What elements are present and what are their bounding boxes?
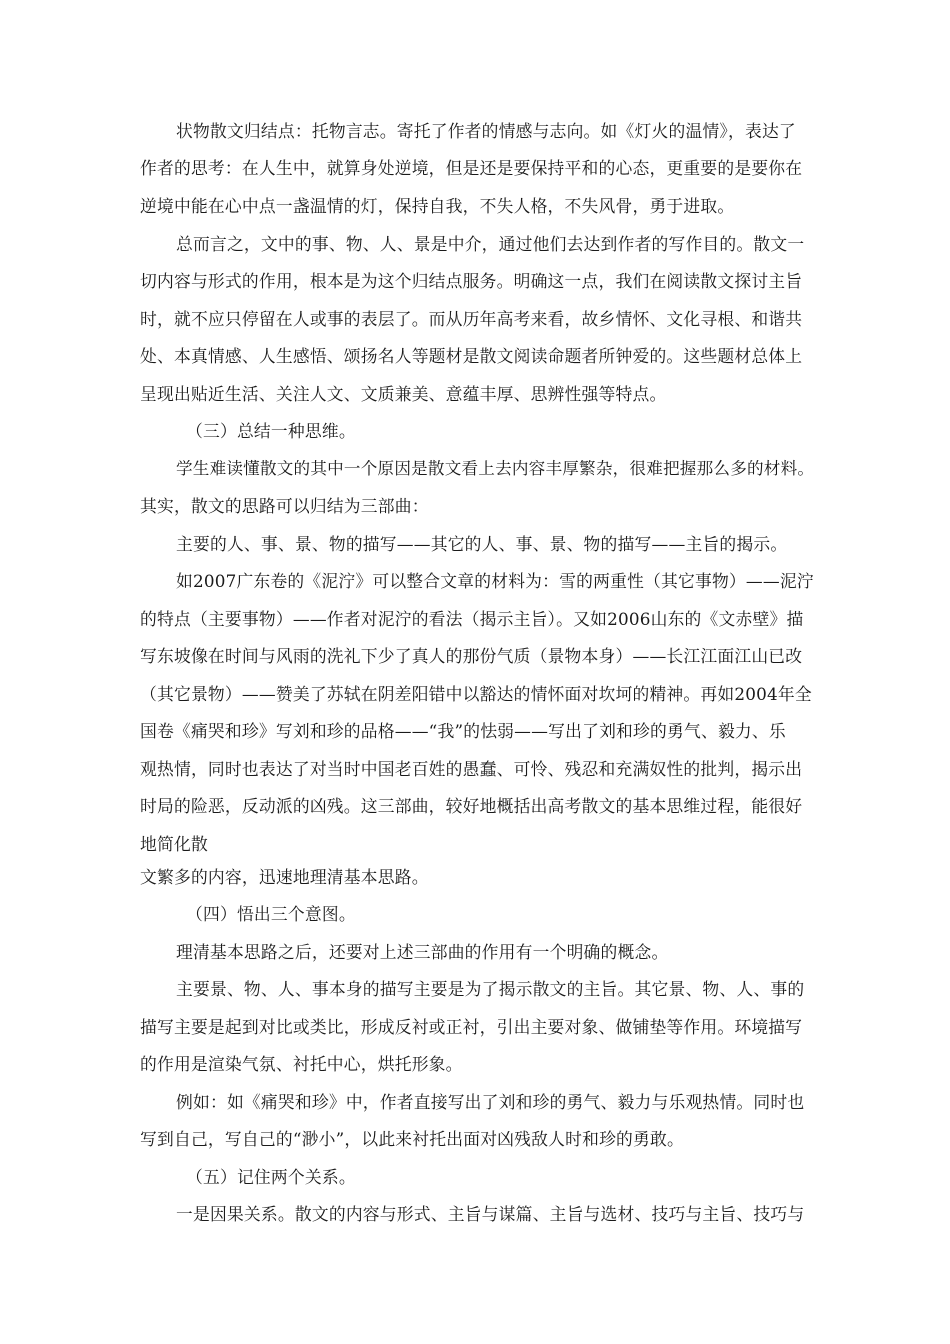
text-line: 呈现出贴近生活、关注人文、文质兼美、意蕴丰厚、思辨性强等特点。	[140, 384, 667, 404]
text-line: 的特点（主要事物）——作者对泥泞的看法（揭示主旨）。又如2006山东的《文赤壁》描	[140, 609, 804, 629]
text-line: 描写主要是起到对比或类比，形成反衬或正衬，引出主要对象、做铺垫等作用。环境描写	[140, 1017, 803, 1037]
section-heading: （四）悟出三个意图。	[186, 904, 356, 924]
text-line: 时，就不应只停留在人或事的表层了。而从历年高考来看，故乡情怀、文化寻根、和谐共	[140, 309, 803, 329]
text-line: 地简化散	[140, 834, 208, 854]
section-heading: （五）记住两个关系。	[186, 1167, 356, 1187]
text-line: 主要的人、事、景、物的描写——其它的人、事、景、物的描写——主旨的揭示。	[176, 534, 788, 554]
text-line: 时局的险恶，反动派的凶残。这三部曲，较好地概括出高考散文的基本思维过程，能很好	[140, 796, 803, 816]
text-line: 写到自己，写自己的“渺小”，以此来衬托出面对凶残敌人时和珍的勇敢。	[140, 1129, 684, 1149]
text-line: 总而言之，文中的事、物、人、景是中介，通过他们去达到作者的写作目的。散文一	[176, 234, 805, 254]
section-heading: （三）总结一种思维。	[186, 421, 356, 441]
text-line: 状物散文归结点：托物言志。寄托了作者的情感与志向。如《灯火的温情》，表达了	[176, 121, 796, 141]
text-line: 例如：如《痛哭和珍》中，作者直接写出了刘和珍的勇气、毅力与乐观热情。同时也	[176, 1092, 805, 1112]
text-line: 处、本真情感、人生感悟、颂扬名人等题材是散文阅读命题者所钟爱的。这些题材总体上	[140, 346, 803, 366]
text-line: 学生难读懂散文的其中一个原因是散文看上去内容丰厚繁杂，很难把握那么多的材料。	[176, 459, 815, 478]
text-line: 主要景、物、人、事本身的描写主要是为了揭示散文的主旨。其它景、物、人、事的	[176, 979, 805, 999]
text-line: 国卷《痛哭和珍》写刘和珍的品格——“我”的怯弱——写出了刘和珍的勇气、毅力、乐	[140, 721, 786, 741]
text-line: 理清基本思路之后，还要对上述三部曲的作用有一个明确的概念。	[176, 942, 669, 962]
text-line: 观热情，同时也表达了对当时中国老百姓的愚蠢、可怜、残忍和充满奴性的批判，揭示出	[140, 759, 803, 779]
text-line: 一是因果关系。散文的内容与形式、主旨与谋篇、主旨与选材、技巧与主旨、技巧与	[176, 1204, 805, 1224]
text-line: 逆境中能在心中点一盏温情的灯，保持自我，不失人格，不失风骨，勇于进取。	[140, 196, 735, 216]
text-line: 如2007广东卷的《泥泞》可以整合文章的材料为：雪的两重性（其它事物）——泥泞	[176, 571, 814, 591]
text-line: 文繁多的内容，迅速地理清基本思路。	[140, 867, 429, 887]
text-line: 其实，散文的思路可以归结为三部曲：	[140, 496, 429, 516]
text-line: 作者的思考：在人生中，就算身处逆境，但是还是要保持平和的心态，更重要的是要你在	[140, 158, 803, 178]
text-line: 的作用是渲染气氛、衬托中心，烘托形象。	[140, 1054, 463, 1074]
text-line: （其它景物）——赞美了苏轼在阴差阳错中以豁达的情怀面对坎坷的精神。再如2004年全	[140, 684, 812, 704]
text-line: 写东坡像在时间与风雨的洗礼下少了真人的那份气质（景物本身）——长江江面江山已改	[140, 646, 803, 666]
text-line: 切内容与形式的作用，根本是为这个归结点服务。明确这一点，我们在阅读散文探讨主旨	[140, 271, 803, 291]
